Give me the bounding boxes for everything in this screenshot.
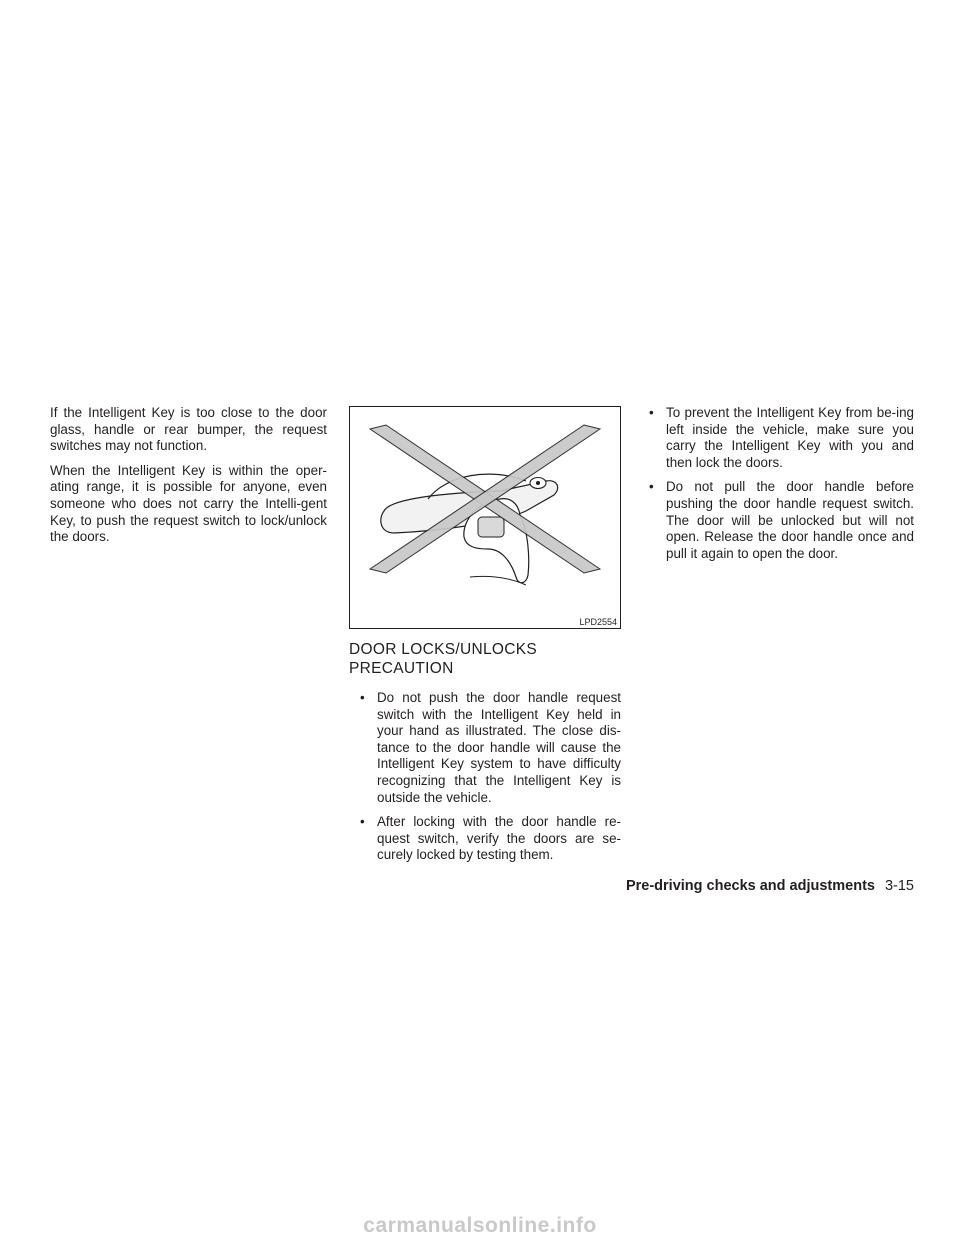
- section-heading-line1: DOOR LOCKS/UNLOCKS: [349, 641, 537, 658]
- list-item: [357, 690, 621, 806]
- page-footer: [626, 878, 914, 894]
- request-switch-dot: [536, 481, 540, 485]
- list-item-text: Do not push the door handle request switch with the Intelligent Key held in your hand as illustrated. The close dis-tance to the door handle will cause the Intelligent Key system to have difficulty recognizing that the Intelligent Key is outside the vehicle.: [377, 690, 621, 805]
- precaution-list: [349, 690, 621, 864]
- left-column: [50, 405, 327, 554]
- bullet-icon: •: [360, 690, 365, 705]
- list-item-text: Do not pull the door handle before pushing the door handle request switch. The door will be unlocked but will not open. Release the door handle once and pull it again to open the door.: [666, 479, 914, 561]
- list-item: [646, 405, 914, 471]
- intelligent-key-fob-icon: [478, 517, 504, 537]
- precaution-list-continued: [646, 405, 914, 562]
- section-heading-line2: PRECAUTION: [349, 660, 454, 677]
- door-handle-illustration: [349, 406, 621, 629]
- paragraph-key-too-close: If the Intelligent Key is too close to the door glass, handle or rear bumper, the request switches may not function.: [50, 405, 327, 454]
- list-item: [357, 814, 621, 864]
- bullet-icon: •: [649, 405, 654, 420]
- figure-code: LPD2554: [579, 617, 617, 627]
- middle-column: [349, 406, 621, 872]
- section-heading: [349, 640, 621, 678]
- page-number: 3-15: [884, 878, 914, 894]
- watermark: carmanualsonline.info: [363, 1214, 597, 1237]
- hand-holding-key-prohibited-illustration: [350, 407, 620, 628]
- right-column: [646, 405, 914, 570]
- bullet-icon: •: [360, 814, 365, 830]
- list-item: [646, 479, 914, 562]
- list-item-text: To prevent the Intelligent Key from be-ing left inside the vehicle, make sure you carry the Intelligent Key with you and then lock the doors.: [666, 405, 914, 470]
- bullet-icon: •: [649, 479, 654, 495]
- chapter-title: Pre-driving checks and adjustments: [625, 878, 875, 894]
- list-item-text: After locking with the door handle re-quest switch, verify the doors are se-curely locked by testing them.: [377, 814, 621, 863]
- paragraph-operating-range: When the Intelligent Key is within the oper-ating range, it is possible for anyone, even someone who does not carry the Intelli-gent Key, to push the request switch to lock/unlock the doors.: [50, 462, 327, 545]
